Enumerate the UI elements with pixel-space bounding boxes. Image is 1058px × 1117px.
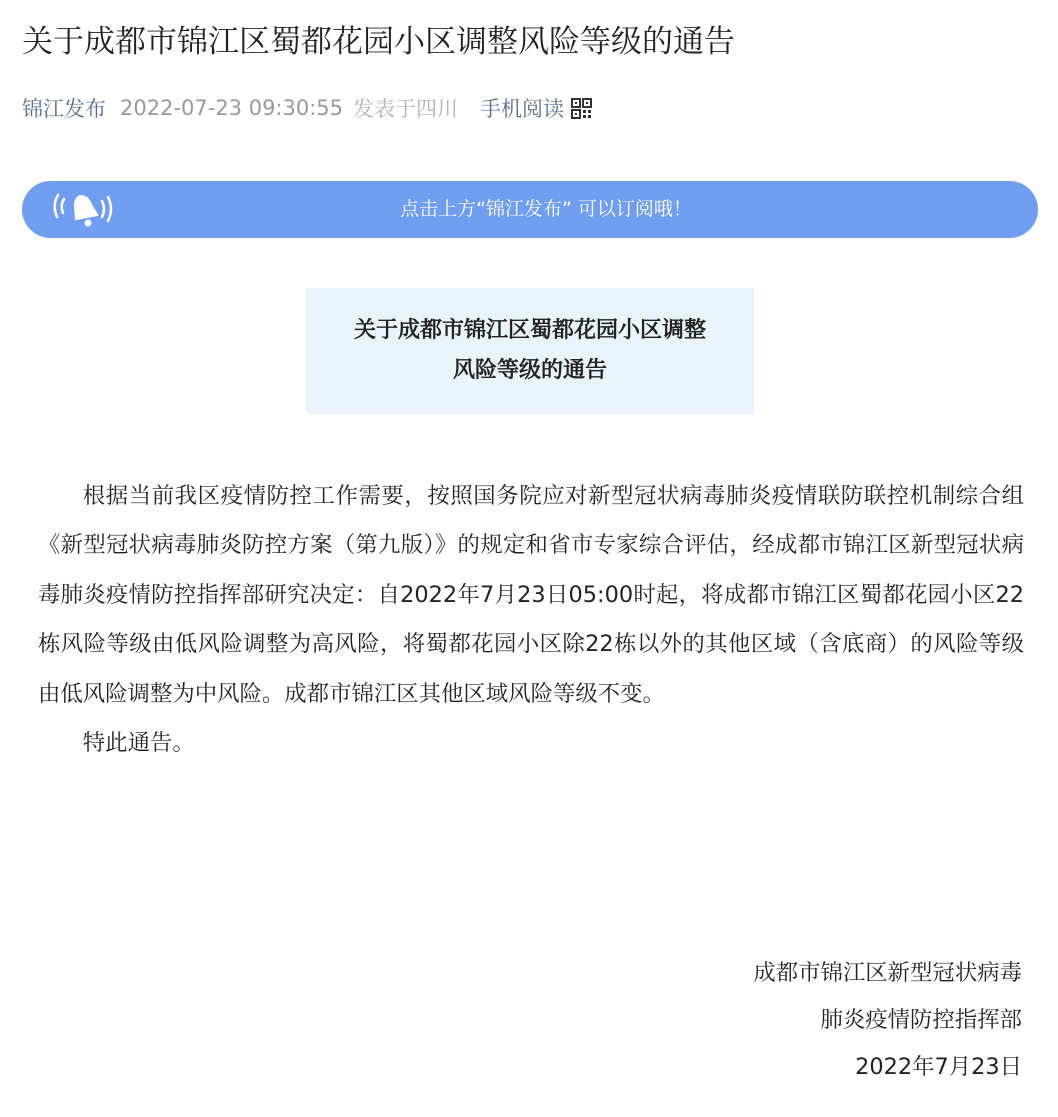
subscribe-banner-text[interactable]: 点击上方“锦江发布” 可以订阅哦！ xyxy=(400,198,692,220)
body-paragraph-2: 特此通告。 xyxy=(82,730,195,757)
notice-headline-line-2: 风险等级的通告 xyxy=(452,358,607,383)
body-paragraph-1: 根据当前我区疫情防控工作需要，按照国务院应对新型冠状病毒肺炎疫情联防联控机制综合组《新型冠状病毒肺炎防控方案（第九版）》的规定和省市专家综合评估，经成都市锦江区新型冠状病毒肺炎疫情防控指挥部研究决定：自2022年7月23日05:00时起，将成都市锦江区蜀都花园小区22栋风险等级由低风险调整为高风险，将蜀都花园小区除22栋以外的其他区域（含底商）的风险等级由低风险调整为中风险。成都市锦江区其他区域风险等级不变。 xyxy=(38,483,1024,707)
notice-headline-box xyxy=(306,288,754,414)
article-title: 关于成都市锦江区蜀都花园小区调整风险等级的通告 xyxy=(22,24,735,60)
publish-location: 发表于四川 xyxy=(353,97,459,121)
publish-datetime: 2022-07-23 09:30:55 xyxy=(120,96,344,120)
signature-org-line-2: 肺炎疫情防控指挥部 xyxy=(820,1007,1022,1033)
notice-headline-line-1: 关于成都市锦江区蜀都花园小区调整 xyxy=(353,318,706,343)
signature-date: 2022年7月23日 xyxy=(855,1054,1022,1080)
article-body xyxy=(38,472,1024,768)
qr-code-icon[interactable] xyxy=(571,98,592,119)
article-meta xyxy=(22,92,592,124)
signature-block xyxy=(753,950,1022,1091)
signature-org-line-1: 成都市锦江区新型冠状病毒 xyxy=(753,960,1022,986)
source-account-link[interactable]: 锦江发布 xyxy=(22,97,106,121)
mobile-read-link[interactable]: 手机阅读 xyxy=(480,97,565,121)
subscribe-banner[interactable] xyxy=(22,181,1038,238)
